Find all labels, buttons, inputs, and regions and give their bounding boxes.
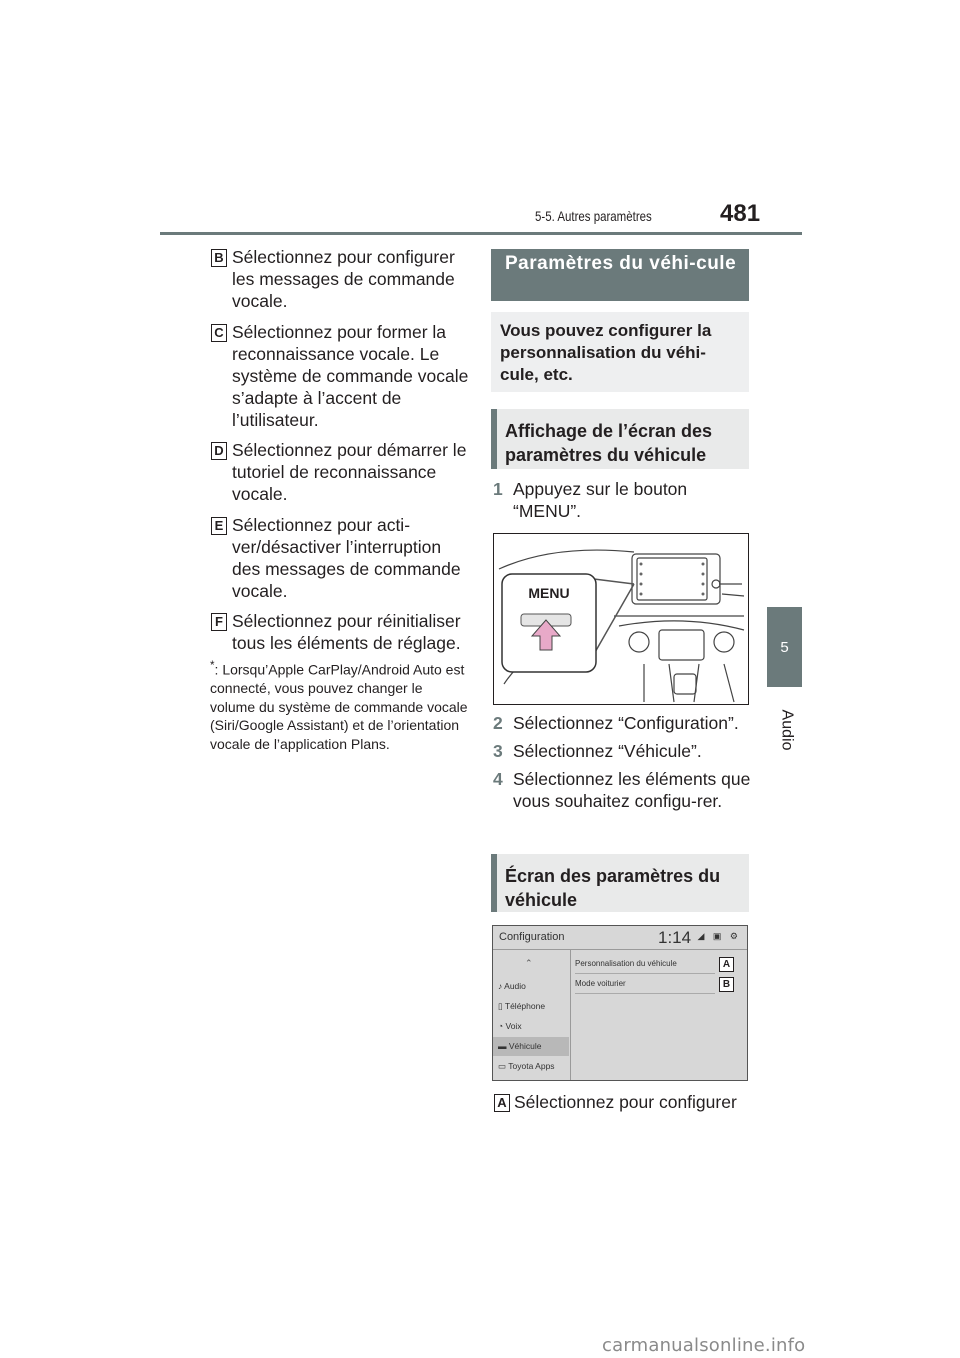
sidebar-item-vehicle[interactable]: ▬ Véhicule [493, 1037, 569, 1056]
step-4-text: Sélectionnez les éléments que vous souhaitez configu-rer. [513, 769, 751, 811]
section-title: Paramètres du véhi-cule [491, 249, 749, 301]
step-2 [493, 712, 753, 734]
page-number: 481 [720, 200, 761, 227]
menu-label: MENU [528, 585, 570, 601]
sidebar-item-voice[interactable]: ◔ Voix [498, 1021, 522, 1031]
badge-d: D [211, 442, 227, 460]
step-4 [493, 768, 753, 834]
step-3-text: Sélectionnez “Véhicule”. [513, 741, 702, 761]
footnote-marker: * [210, 659, 215, 672]
badge-a: A [494, 1094, 510, 1112]
dashboard-illustration [493, 533, 749, 705]
badge-b: B [211, 249, 227, 267]
footnote [210, 657, 470, 753]
scroll-up-icon[interactable]: ⌃ [525, 958, 533, 968]
item-c-text: Sélectionnez pour former la reconnaissance vocale. Le système de commande vocale s’adapte à l’accent de l’utilisateur. [232, 322, 469, 430]
item-a-text: Sélectionnez pour configurer [514, 1092, 737, 1112]
item-b-text: Sélectionnez pour configurer les messages de commande vocale. [232, 247, 455, 311]
row-vehicle-customization[interactable]: Personnalisation du véhicule [575, 955, 715, 974]
badge-e: E [211, 517, 227, 535]
subsection-title-screen: Écran des paramètres du véhicule [491, 854, 749, 912]
screen-badge-b: B [719, 977, 734, 992]
sidebar-item-audio[interactable]: ♪ Audio [498, 981, 526, 991]
step-1 [493, 478, 753, 522]
settings-screen [492, 925, 748, 1081]
step-3 [493, 740, 753, 762]
step-2-text: Sélectionnez “Configuration”. [513, 713, 739, 733]
badge-c: C [211, 324, 227, 342]
badge-f: F [211, 613, 227, 631]
screen-vdivider [570, 950, 571, 1081]
sidebar-item-toyota-apps[interactable]: ▭ Toyota Apps [498, 1061, 555, 1071]
step-1-text: Appuyez sur le bouton “MENU”. [513, 479, 688, 521]
screen-sidebar [493, 950, 569, 1080]
item-d-text: Sélectionnez pour démarrer le tutoriel de reconnaissance vocale. [232, 440, 467, 504]
screen-time: 1:14 [658, 928, 692, 947]
step-4-number: 4 [493, 769, 503, 789]
section-header: 5-5. Autres paramètres [535, 208, 652, 224]
subsection-title-display: Affichage de l’écran des paramètres du véhicule [491, 409, 749, 469]
watermark: carmanualsonline.info [602, 1335, 806, 1356]
footnote-text: : Lorsqu’Apple CarPlay/Android Auto est connecté, vous pouvez changer le volume du système de commande vocale (Siri/Google Assistant) et de l’orientation vocale de l’application Plans. [210, 661, 468, 752]
step-1-number: 1 [493, 479, 503, 499]
intro-box: Vous pouvez configurer la personnalisation du véhi-cule, etc. [491, 312, 749, 392]
step-3-number: 3 [493, 741, 503, 761]
dashboard-drawing [494, 534, 748, 704]
item-e-text: Sélectionnez pour acti-ver/désactiver l’interruption des messages de commande vocale. [232, 515, 461, 601]
screen-badge-a: A [719, 957, 734, 972]
row-valet-mode[interactable]: Mode voiturier [575, 975, 715, 994]
header-rule [160, 232, 802, 235]
screen-title: Configuration [499, 931, 565, 943]
step-2-number: 2 [493, 713, 503, 733]
sidebar-item-phone[interactable]: ▯ Téléphone [498, 1001, 546, 1011]
chapter-label: Audio [777, 709, 795, 751]
item-f-text: Sélectionnez pour réinitialiser tous les éléments de réglage. [232, 611, 461, 653]
status-icons: ◢ ▣ ⚙ [697, 931, 741, 941]
chapter-tab: 5 [767, 607, 802, 687]
